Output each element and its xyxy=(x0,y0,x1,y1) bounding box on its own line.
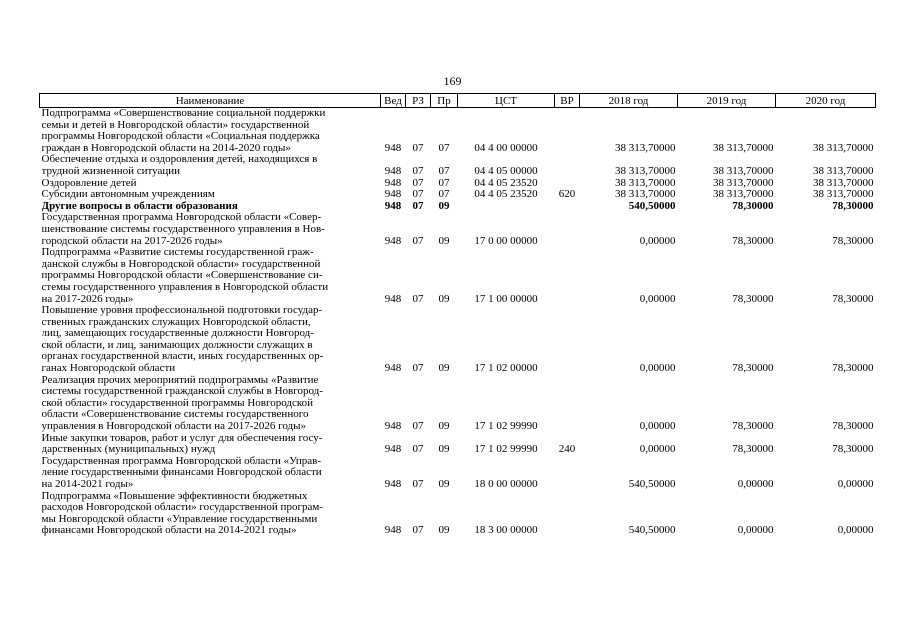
cell-rz: 07 xyxy=(412,292,424,305)
row-name-line: ской области» государственной программы Новгородской xyxy=(41,397,314,409)
row-name-line: семьи и детей в Новгородской области» государственной xyxy=(41,119,310,131)
row-name-line: расходов Новгородской области» государственной програм- xyxy=(41,502,323,514)
cell-y2020: 0,00000 xyxy=(837,478,874,490)
cell-vr: 240 xyxy=(558,443,576,456)
cell-ved: 948 xyxy=(384,420,402,433)
row-name xyxy=(40,247,381,305)
cell-cst: 04 4 05 23520 xyxy=(474,188,538,201)
row-name-line: Повышение уровня профессиональной подготовки государ- xyxy=(41,305,323,317)
cell-y2018: 0,00000 xyxy=(639,443,676,456)
cell-pr: 09 xyxy=(438,292,450,305)
cell-rz: 07 xyxy=(412,443,424,456)
cell-rz: 07 xyxy=(412,199,424,212)
cell-ved: 948 xyxy=(384,199,402,212)
header-pr: Пр xyxy=(431,94,458,108)
cell-pr: 09 xyxy=(438,420,450,433)
cell-y2019: 0,00000 xyxy=(737,524,774,537)
cell-y2018: 0,00000 xyxy=(639,292,676,305)
header-rz: РЗ xyxy=(406,94,431,108)
budget-table xyxy=(39,93,876,537)
header-name: Наименование xyxy=(40,94,381,108)
row-name-line: Подпрограмма «Развитие системы государственной граж- xyxy=(41,247,314,259)
cell-y2020: 78,30000 xyxy=(832,362,874,375)
cell-pr: 09 xyxy=(438,443,450,456)
cell-rz: 07 xyxy=(412,420,424,433)
row-name-line: на 2017-2026 годы» xyxy=(41,293,134,305)
cell-rz: 07 xyxy=(412,176,424,189)
row-name xyxy=(40,108,381,155)
cell-rz: 07 xyxy=(412,164,424,177)
row-name-line: Оздоровление детей xyxy=(41,177,137,189)
table-row xyxy=(40,108,876,155)
cell-y2020: 78,30000 xyxy=(832,292,874,305)
row-name-line: лиц, замещающих государственные должности Новгород- xyxy=(41,328,314,340)
row-name-line: ственных гражданских служащих Новгородской области, xyxy=(41,316,311,328)
cell-y2019: 78,30000 xyxy=(732,420,774,433)
row-name xyxy=(40,375,381,433)
cell-y2019: 78,30000 xyxy=(732,443,774,456)
cell-pr: 07 xyxy=(438,164,450,177)
row-name xyxy=(40,212,381,247)
row-name xyxy=(40,456,381,491)
cell-y2020: 78,30000 xyxy=(832,199,874,212)
cell-ved: 948 xyxy=(384,234,402,247)
cell-ved: 948 xyxy=(384,443,402,456)
row-name-line: Обеспечение отдыха и оздоровления детей, находящихся в xyxy=(41,154,318,166)
row-name-line: ганах Новгородской области xyxy=(41,363,176,375)
cell-y2020: 78,30000 xyxy=(832,234,874,247)
cell-rz: 07 xyxy=(412,188,424,201)
cell-y2019: 78,30000 xyxy=(732,199,774,212)
row-name xyxy=(40,154,381,177)
cell-y2020: 38 313,70000 xyxy=(813,141,874,154)
cell-y2019: 38 313,70000 xyxy=(713,141,774,154)
cell-ved: 948 xyxy=(384,188,402,201)
row-name-line: финансами Новгородской области на 2014-2021 годы» xyxy=(41,525,297,537)
row-name-line: Субсидии автономным учреждениям xyxy=(41,189,215,201)
cell-y2019: 38 313,70000 xyxy=(713,176,774,189)
row-name-line: на 2014-2021 годы» xyxy=(41,479,134,490)
cell-y2019: 0,00000 xyxy=(737,478,774,490)
cell-y2020: 38 313,70000 xyxy=(813,176,874,189)
cell-pr: 09 xyxy=(438,362,450,375)
cell-rz: 07 xyxy=(412,362,424,375)
cell-y2019: 78,30000 xyxy=(732,292,774,305)
cell-cst xyxy=(458,201,555,213)
cell-vr xyxy=(555,305,580,375)
cell-vr xyxy=(555,212,580,247)
row-name-line: трудной жизненной ситуации xyxy=(41,165,181,177)
cell-ved: 948 xyxy=(384,292,402,305)
cell-y2019: 38 313,70000 xyxy=(713,188,774,201)
cell-y2019: 78,30000 xyxy=(732,234,774,247)
cell-pr: 09 xyxy=(438,478,450,490)
cell-ved: 948 xyxy=(384,164,402,177)
table-row xyxy=(40,212,876,247)
cell-y2020: 0,00000 xyxy=(837,524,874,537)
row-name-line: Иные закупки товаров, работ и услуг для обеспечения госу- xyxy=(41,432,323,444)
row-name-line: Подпрограмма «Повышение эффективности бюджетных xyxy=(41,490,308,502)
cell-pr: 07 xyxy=(438,176,450,189)
cell-cst: 17 1 02 00000 xyxy=(474,362,538,375)
cell-rz: 07 xyxy=(412,141,424,154)
table-row xyxy=(40,456,876,491)
table-row xyxy=(40,491,876,537)
table-header-row xyxy=(40,94,876,108)
row-name xyxy=(40,201,381,213)
header-2020: 2020 год xyxy=(776,94,876,108)
row-name-line: данской службы в Новгородской области» государственной xyxy=(41,258,321,270)
row-name-line: мы Новгородской области «Управление государственными xyxy=(41,513,318,525)
cell-vr xyxy=(555,456,580,491)
row-name-line: Другие вопросы в области образования xyxy=(41,200,238,212)
cell-pr: 07 xyxy=(438,141,450,154)
cell-pr: 09 xyxy=(438,234,450,247)
table-row xyxy=(40,154,876,177)
cell-y2018: 38 313,70000 xyxy=(615,176,676,189)
row-name-line: стемы государственного управления в Новгородской области xyxy=(41,281,329,293)
row-name xyxy=(40,491,381,537)
row-name-line: Реализация прочих мероприятий подпрограммы «Развитие xyxy=(41,374,319,386)
cell-y2018: 0,00000 xyxy=(639,420,676,433)
row-name-line: Подпрограмма «Совершенствование социальной поддержки xyxy=(41,108,326,119)
header-cst: ЦСТ xyxy=(458,94,555,108)
cell-cst: 17 1 00 00000 xyxy=(474,292,538,305)
row-name-line: области «Совершенствование системы государственного xyxy=(41,409,309,421)
cell-y2020: 78,30000 xyxy=(832,443,874,456)
table-body xyxy=(40,108,876,537)
cell-cst: 17 1 02 99990 xyxy=(474,420,538,433)
cell-y2018: 0,00000 xyxy=(639,234,676,247)
cell-ved: 948 xyxy=(384,141,402,154)
cell-cst: 17 1 02 99990 xyxy=(474,443,538,456)
cell-y2018: 38 313,70000 xyxy=(615,188,676,201)
cell-y2018: 38 313,70000 xyxy=(615,141,676,154)
table-row xyxy=(40,433,876,456)
row-name xyxy=(40,178,381,190)
row-name-line: ление государственными финансами Новгородской области xyxy=(41,467,322,479)
table-row xyxy=(40,375,876,433)
header-vr: ВР xyxy=(555,94,580,108)
row-name-line: управления в Новгородской области на 2017-2026 годы» xyxy=(41,421,307,433)
cell-cst: 04 4 05 00000 xyxy=(474,164,538,177)
cell-y2018: 38 313,70000 xyxy=(615,164,676,177)
cell-vr xyxy=(555,154,580,177)
header-2019: 2019 год xyxy=(678,94,776,108)
table-row xyxy=(40,201,876,213)
row-name-line: дарственных (муниципальных) нужд xyxy=(41,444,216,456)
row-name-line: системы государственной гражданской службы в Новгород- xyxy=(41,386,323,398)
cell-pr: 09 xyxy=(438,524,450,537)
cell-ved: 948 xyxy=(384,524,402,537)
row-name-line: программы Новгородской области «Совершенствование си- xyxy=(41,270,323,282)
cell-ved: 948 xyxy=(384,176,402,189)
row-name-line: городской области на 2017-2026 годы» xyxy=(41,235,223,247)
header-ved: Вед xyxy=(381,94,406,108)
cell-y2018: 540,50000 xyxy=(628,524,676,537)
cell-y2020: 78,30000 xyxy=(832,420,874,433)
row-name-line: граждан в Новгородской области на 2014-2020 годы» xyxy=(41,142,291,154)
table-row xyxy=(40,247,876,305)
cell-vr: 620 xyxy=(558,188,576,201)
cell-pr: 09 xyxy=(438,199,450,212)
cell-pr: 07 xyxy=(438,188,450,201)
row-name-line: шенствование системы государственного управления в Нов- xyxy=(41,223,325,235)
cell-cst: 18 0 00 00000 xyxy=(474,478,538,490)
row-name-line: Государственная программа Новгородской области «Управ- xyxy=(41,455,322,467)
row-name xyxy=(40,433,381,456)
cell-y2020: 38 313,70000 xyxy=(813,164,874,177)
row-name-line: органах государственной власти, иных государственных ор- xyxy=(41,351,324,363)
table-row xyxy=(40,305,876,375)
cell-y2018: 540,50000 xyxy=(628,478,676,490)
cell-rz: 07 xyxy=(412,524,424,537)
row-name-line: ской области, и лиц, занимающих должности служащих в xyxy=(41,339,313,351)
cell-vr xyxy=(555,201,580,213)
cell-y2019: 38 313,70000 xyxy=(713,164,774,177)
cell-cst: 17 0 00 00000 xyxy=(474,234,538,247)
row-name-line: Государственная программа Новгородской области «Совер- xyxy=(41,212,322,224)
cell-rz: 07 xyxy=(412,478,424,490)
cell-ved: 948 xyxy=(384,478,402,490)
cell-cst: 18 3 00 00000 xyxy=(474,524,538,537)
header-2018: 2018 год xyxy=(580,94,678,108)
cell-vr xyxy=(555,375,580,433)
row-name-line: программы Новгородской области «Социальная поддержка xyxy=(41,131,320,143)
page-number: 169 xyxy=(443,74,462,88)
cell-ved: 948 xyxy=(384,362,402,375)
cell-cst: 04 4 00 00000 xyxy=(474,141,538,154)
cell-y2018: 540,50000 xyxy=(628,199,676,212)
cell-rz: 07 xyxy=(412,234,424,247)
cell-vr xyxy=(555,108,580,155)
cell-y2018: 0,00000 xyxy=(639,362,676,375)
row-name xyxy=(40,189,381,201)
cell-vr xyxy=(555,491,580,537)
table-row xyxy=(40,189,876,201)
cell-cst: 04 4 05 23520 xyxy=(474,176,538,189)
cell-vr xyxy=(555,247,580,305)
cell-y2019: 78,30000 xyxy=(732,362,774,375)
cell-y2020: 38 313,70000 xyxy=(813,188,874,201)
row-name xyxy=(40,305,381,375)
